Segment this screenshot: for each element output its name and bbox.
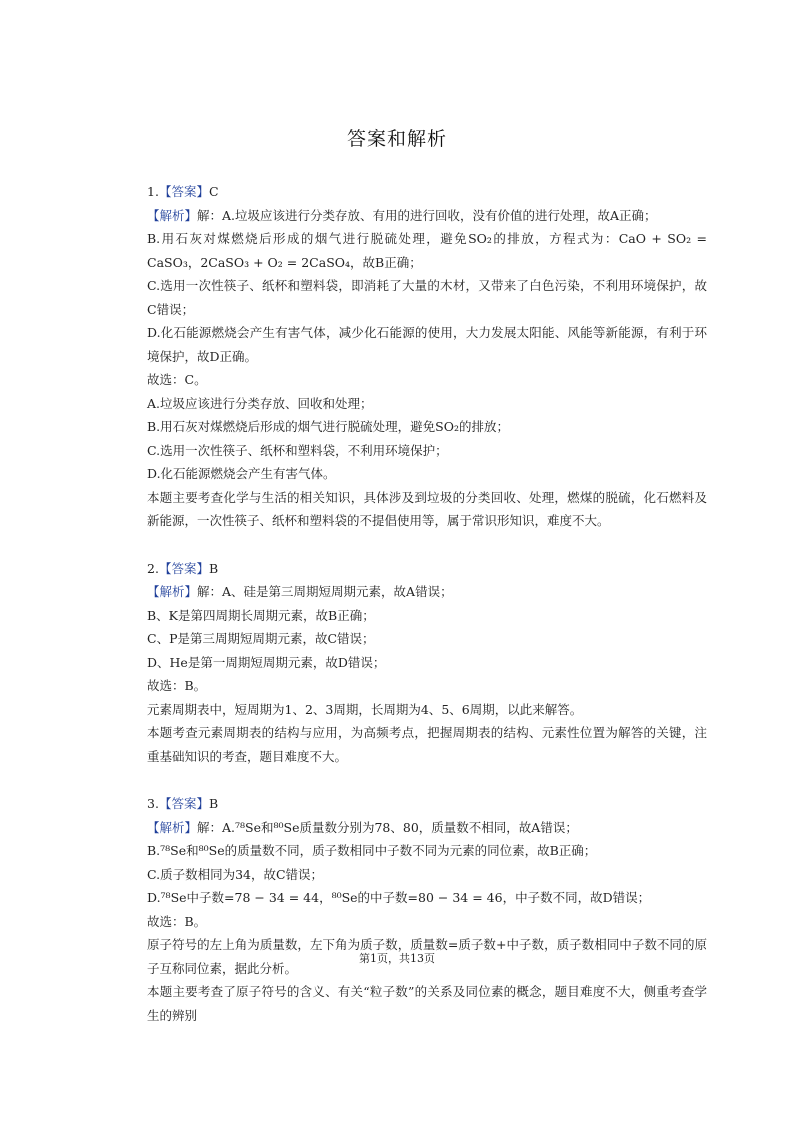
answer-letter: C: [208, 184, 219, 199]
answer-content: [147, 180, 707, 1051]
explanation-line: D、He是第一周期短周期元素，故D错误；: [147, 654, 386, 670]
explanation-line: 本题主要考查了原子符号的含义、有关“粒子数”的关系及同位素的概念，题目难度不大，侧重考查学生的辨别: [147, 984, 707, 1023]
explanation-line: 本题主要考查化学与生活的相关知识，具体涉及到垃圾的分类回收、处理，燃煤的脱硫，化石燃料及新能源，一次性筷子、纸杯和塑料袋的不提倡使用等，属于常识形知识，难度不大。: [147, 489, 707, 528]
question-1-head: [147, 180, 707, 204]
question-3-head: [147, 792, 707, 816]
explanation-line: A.垃圾应该进行分类存放、回收和处理；: [147, 395, 373, 411]
question-1: [147, 180, 707, 533]
explanation-label: 【解析】: [147, 207, 198, 223]
explanation-line: C、P是第三周期短周期元素，故C错误；: [147, 631, 375, 646]
explanation-line: 原子符号的左上角为质量数，左下角为质子数，质量数=质子数+中子数，质子数相同中子数不同的原子互称同位素，据此分析。: [147, 937, 707, 976]
answer-label: 【答案】: [158, 796, 209, 811]
explanation-line: 【解析】解：A、硅是第三周期短周期元素，故A错误；: [147, 584, 453, 599]
answer-label: 【答案】: [158, 184, 209, 199]
explanation-line: D.化石能源燃烧会产生有害气体，减少化石能源的使用，大力发展太阳能、风能等新能源，有利于环境保护，故D正确。: [147, 325, 707, 364]
explanation-line: 故选：C。: [147, 372, 207, 387]
page-title: 答案和解析: [346, 128, 447, 150]
question-3: [147, 792, 707, 1027]
answer-label: 【答案】: [158, 560, 209, 576]
question-number: 1.: [147, 184, 159, 199]
explanation-line: D.⁷⁸Se中子数=78 − 34 = 44，⁸⁰Se的中子数=80 − 34 = 46，中子数不同，故D错误；: [147, 890, 651, 905]
explanation-line: C.质子数相同为34，故C错误；: [147, 866, 324, 882]
explanation-line: B、K是第四周期长周期元素，故B正确；: [147, 607, 375, 623]
question-2-head: [147, 557, 707, 581]
question-number: 2.: [147, 560, 159, 576]
explanation-line: B.⁷⁸Se和⁸⁰Se的质量数不同，质子数相同中子数不同为元素的同位素，故B正确；: [147, 843, 597, 858]
explanation-line: 【解析】解：A.垃圾应该进行分类存放、有用的进行回收，没有价值的进行处理，故A正确；: [147, 207, 657, 223]
explanation-label: 【解析】: [147, 584, 198, 599]
explanation-line: C.选用一次性筷子、纸杯和塑料袋，即消耗了大量的木材，又带来了白色污染，不利用环境保护，故C错误；: [147, 278, 707, 317]
explanation-line: B.用石灰对煤燃烧后形成的烟气进行脱硫处理，避免SO₂的排放，方程式为：CaO + SO₂ = CaSO₃，2CaSO₃ + O₂ = 2CaSO₄，故B正确；: [147, 231, 707, 270]
page-footer: 第1页，共13页: [359, 952, 435, 965]
answer-letter: B: [208, 796, 219, 811]
answer-letter: B: [208, 560, 219, 576]
explanation-line: D.化石能源燃烧会产生有害气体。: [147, 466, 336, 481]
explanation-line: C.选用一次性筷子、纸杯和塑料袋，不利用环境保护；: [147, 442, 448, 458]
explanation-line: 故选：B。: [147, 678, 207, 693]
explanation-line: 故选：B。: [147, 913, 207, 929]
explanation-line: 【解析】解：A.⁷⁸Se和⁸⁰Se质量数分别为78、80，质量数不相同，故A错误；: [147, 819, 578, 835]
explanation-label: 【解析】: [147, 819, 198, 835]
question-number: 3.: [147, 796, 159, 811]
question-2: [147, 557, 707, 769]
explanation-line: B.用石灰对煤燃烧后形成的烟气进行脱硫处理，避免SO₂的排放；: [147, 419, 509, 434]
explanation-line: 本题考查元素周期表的结构与应用，为高频考点，把握周期表的结构、元素性位置为解答的关键，注重基础知识的考查，题目难度不大。: [147, 725, 707, 764]
explanation-line: 元素周期表中，短周期为1、2、3周期，长周期为4、5、6周期，以此来解答。: [147, 701, 583, 717]
